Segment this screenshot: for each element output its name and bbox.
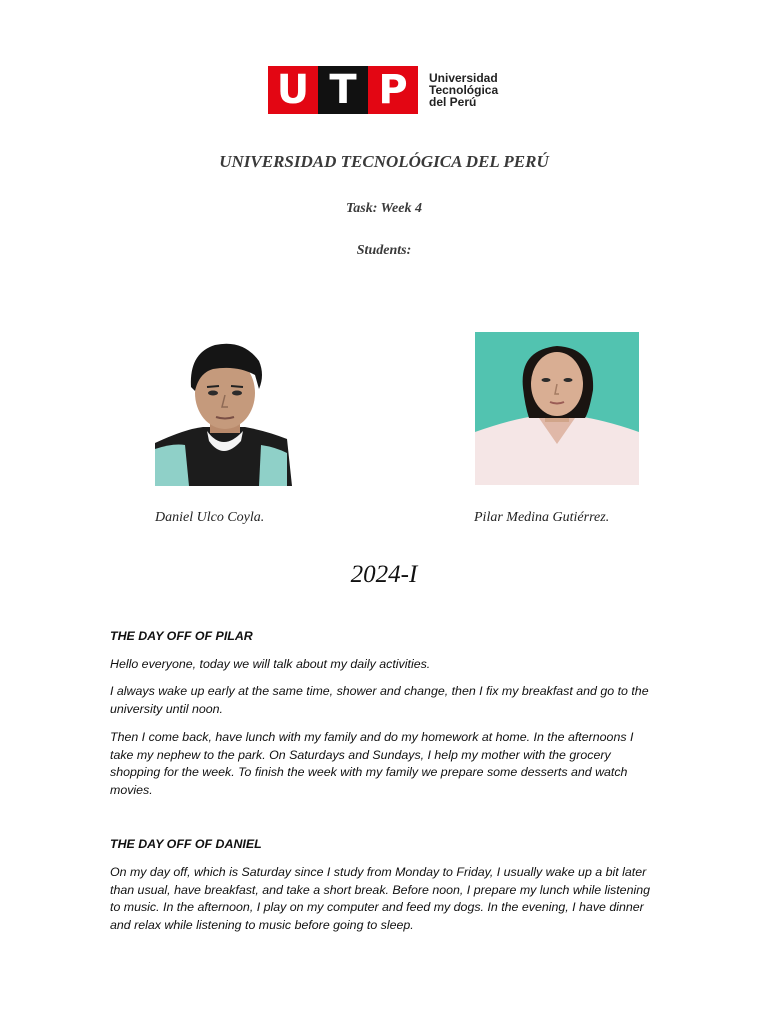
paragraph-daniel-1: On my day off, which is Saturday since I study from Monday to Friday, I usually wake up a bit later than usual, have breakfast, and take a short break. Before noon, I prepare my lunch while listening to music. In the afternoon, I play on my computer and feed my dogs. In the evening, I have dinner and relax while listening to music before going to sleep. — [110, 865, 651, 932]
logo-text-line: del Perú — [429, 95, 477, 109]
academic-period: 2024-I — [350, 561, 418, 588]
university-title: UNIVERSIDAD TECNOLÓGICA DEL PERÚ — [219, 152, 549, 171]
logo-wordmark — [429, 72, 498, 108]
student-photo-pilar — [475, 332, 639, 485]
student-photo-daniel — [155, 331, 292, 486]
paragraph-pilar-2: I always wake up early at the same time, shower and change, then I fix my breakfast and go to the university until noon. — [110, 684, 649, 716]
task-label: Task: Week 4 — [346, 201, 422, 216]
logo-text-line: Universidad — [429, 71, 498, 85]
logo-letter-u: U — [268, 66, 318, 114]
logo-letter-p: P — [368, 66, 418, 114]
logo-text-line: Tecnológica — [429, 83, 499, 97]
students-label: Students: — [356, 243, 412, 258]
utp-logo — [268, 66, 498, 114]
section-title-daniel: THE DAY OFF OF DANIEL — [110, 837, 262, 851]
logo-letter-t: T — [318, 66, 368, 114]
portrait-daniel — [155, 331, 292, 486]
student-name-pilar: Pilar Medina Gutiérrez. — [474, 510, 610, 525]
portrait-pilar — [475, 332, 639, 485]
student-name-daniel: Daniel Ulco Coyla. — [155, 510, 265, 525]
paragraph-pilar-1: Hello everyone, today we will talk about my daily activities. — [110, 657, 431, 671]
paragraph-pilar-3: Then I come back, have lunch with my family and do my homework at home. In the afternoons I take my nephew to the park. On Saturdays and Sundays, I help my mother with the grocery shopping for the week. To finish the week with my family we prepare some desserts and watch movies. — [110, 730, 634, 797]
section-title-pilar: THE DAY OFF OF PILAR — [110, 629, 253, 643]
